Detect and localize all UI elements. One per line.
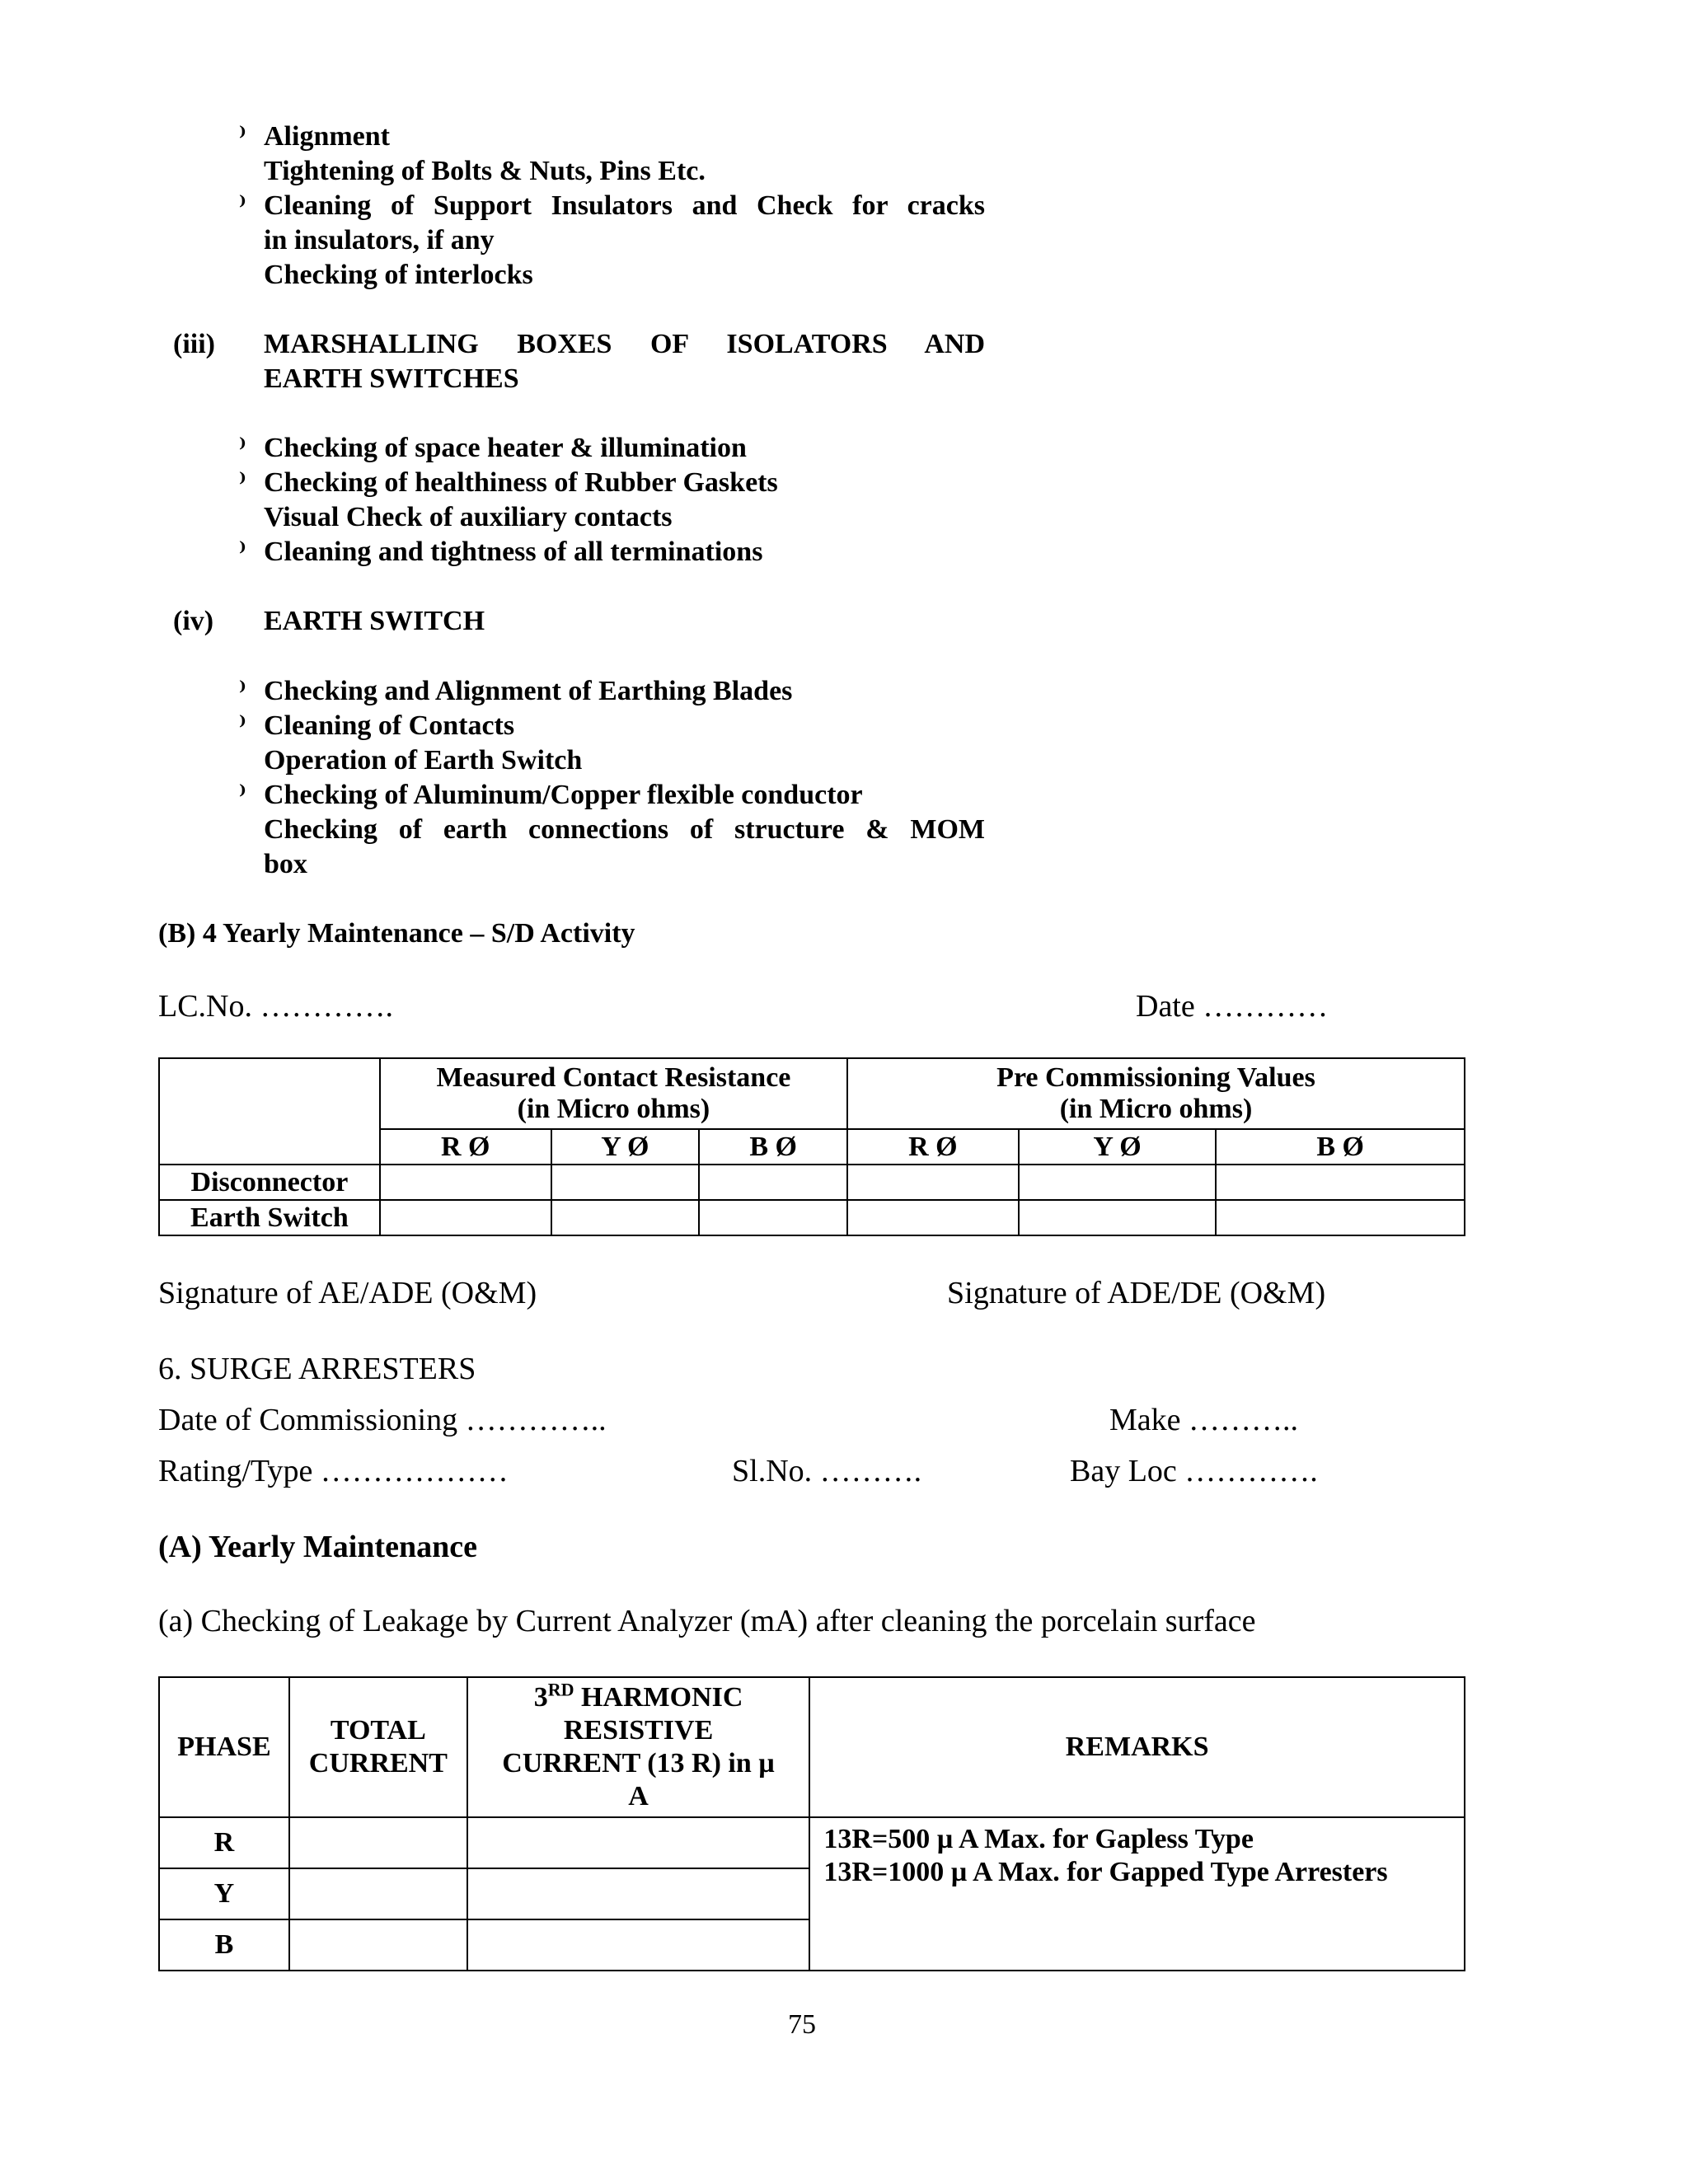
table-header-precommissioning: Pre Commissioning Values (in Micro ohms) — [847, 1058, 1465, 1129]
table-cell[interactable] — [551, 1200, 700, 1235]
table-row — [159, 1200, 1465, 1235]
table-header-phase: R Ø — [847, 1129, 1019, 1165]
table-header-total-current: TOTAL CURRENT — [289, 1677, 467, 1817]
table-cell[interactable] — [699, 1165, 847, 1200]
table-row — [159, 1817, 1465, 1868]
section-heading: (B) 4 Yearly Maintenance – S/D Activity — [158, 918, 635, 949]
list-item: box — [264, 849, 307, 879]
section-number: (iv) — [173, 606, 214, 636]
table-header-phase: B Ø — [699, 1129, 847, 1165]
table-cell[interactable] — [699, 1200, 847, 1235]
list-item: Cleaning of Support Insulators and Check for cracks — [264, 190, 985, 221]
list-item: Checking of space heater & illumination — [264, 433, 747, 463]
list-item: Alignment — [264, 121, 390, 152]
signature-ade-de: Signature of ADE/DE (O&M) — [947, 1276, 1326, 1310]
signature-ae-ade: Signature of AE/ADE (O&M) — [158, 1276, 537, 1310]
table-cell[interactable] — [1019, 1165, 1217, 1200]
table-cell[interactable] — [847, 1165, 1019, 1200]
bullet-icon: ⁾ — [239, 781, 246, 808]
list-item: Checking and Alignment of Earthing Blades — [264, 676, 793, 706]
make-field: Make ……….. — [1109, 1403, 1299, 1437]
date-field: Date ………… — [1136, 989, 1329, 1024]
table-header-phase: PHASE — [159, 1677, 289, 1817]
leakage-check-description: (a) Checking of Leakage by Current Analyzer (mA) after cleaning the porcelain surface — [158, 1604, 1256, 1638]
date-of-commissioning-field: Date of Commissioning ………….. — [158, 1403, 607, 1437]
list-item: Operation of Earth Switch — [264, 745, 583, 776]
table-cell[interactable] — [1019, 1200, 1217, 1235]
remarks-cell: 13R=500 µ A Max. for Gapless Type 13R=1000 µ A Max. for Gapped Type Arresters — [809, 1817, 1465, 1971]
table-header-phase: Y Ø — [1019, 1129, 1217, 1165]
list-item: Checking of interlocks — [264, 260, 533, 290]
section-title: MARSHALLING BOXES OF ISOLATORS AND — [264, 329, 985, 359]
section-title: EARTH SWITCH — [264, 606, 485, 636]
table-header-third-harmonic: 3RD HARMONIC RESISTIVE CURRENT (13 R) in µ A — [467, 1677, 810, 1817]
table-cell[interactable] — [289, 1868, 467, 1919]
surge-arresters-heading: 6. SURGE ARRESTERS — [158, 1352, 476, 1386]
list-item: in insulators, if any — [264, 225, 495, 255]
table-row — [159, 1165, 1465, 1200]
page-number: 75 — [788, 2009, 816, 2040]
section-title: EARTH SWITCHES — [264, 363, 519, 394]
table-cell[interactable] — [467, 1919, 810, 1971]
row-label: Disconnector — [159, 1165, 380, 1200]
section-number: (iii) — [173, 329, 215, 359]
table-header-measured: Measured Contact Resistance (in Micro ohms) — [380, 1058, 847, 1129]
table-cell[interactable] — [551, 1165, 700, 1200]
yearly-maintenance-heading: (A) Yearly Maintenance — [158, 1530, 477, 1564]
table-header-phase: B Ø — [1216, 1129, 1465, 1165]
table-cell[interactable] — [467, 1817, 810, 1868]
lc-number-field: LC.No. …………. — [158, 989, 393, 1024]
surge-arrester-leakage-table — [158, 1676, 1465, 1971]
table-header-blank — [159, 1058, 380, 1165]
table-cell[interactable] — [380, 1200, 551, 1235]
table-cell[interactable] — [1216, 1200, 1465, 1235]
table-cell[interactable] — [1216, 1165, 1465, 1200]
phase-label: B — [159, 1919, 289, 1971]
list-item: Cleaning of Contacts — [264, 710, 515, 741]
rating-type-field: Rating/Type ……………… — [158, 1454, 509, 1488]
contact-resistance-table — [158, 1057, 1465, 1236]
list-item: Tightening of Bolts & Nuts, Pins Etc. — [264, 156, 706, 186]
bullet-icon: ⁾ — [239, 123, 246, 150]
list-item: Cleaning and tightness of all terminations — [264, 537, 763, 567]
list-item: Visual Check of auxiliary contacts — [264, 502, 673, 532]
bay-location-field: Bay Loc …………. — [1070, 1454, 1318, 1488]
bullet-icon: ⁾ — [239, 538, 246, 565]
row-label: Earth Switch — [159, 1200, 380, 1235]
table-header-phase: Y Ø — [551, 1129, 700, 1165]
phase-label: Y — [159, 1868, 289, 1919]
table-header-remarks: REMARKS — [809, 1677, 1465, 1817]
table-cell[interactable] — [289, 1919, 467, 1971]
list-item: Checking of earth connections of structure & MOM — [264, 814, 985, 845]
table-header-phase: R Ø — [380, 1129, 551, 1165]
list-item: Checking of Aluminum/Copper flexible conductor — [264, 780, 863, 810]
bullet-icon: ⁾ — [239, 712, 246, 739]
serial-number-field: Sl.No. ………. — [732, 1454, 922, 1488]
list-item: Checking of healthiness of Rubber Gaskets — [264, 467, 778, 498]
bullet-icon: ⁾ — [239, 192, 246, 219]
phase-label: R — [159, 1817, 289, 1868]
bullet-icon: ⁾ — [239, 469, 246, 496]
table-cell[interactable] — [467, 1868, 810, 1919]
bullet-icon: ⁾ — [239, 434, 246, 462]
table-cell[interactable] — [289, 1817, 467, 1868]
bullet-icon: ⁾ — [239, 677, 246, 705]
table-cell[interactable] — [380, 1165, 551, 1200]
table-cell[interactable] — [847, 1200, 1019, 1235]
